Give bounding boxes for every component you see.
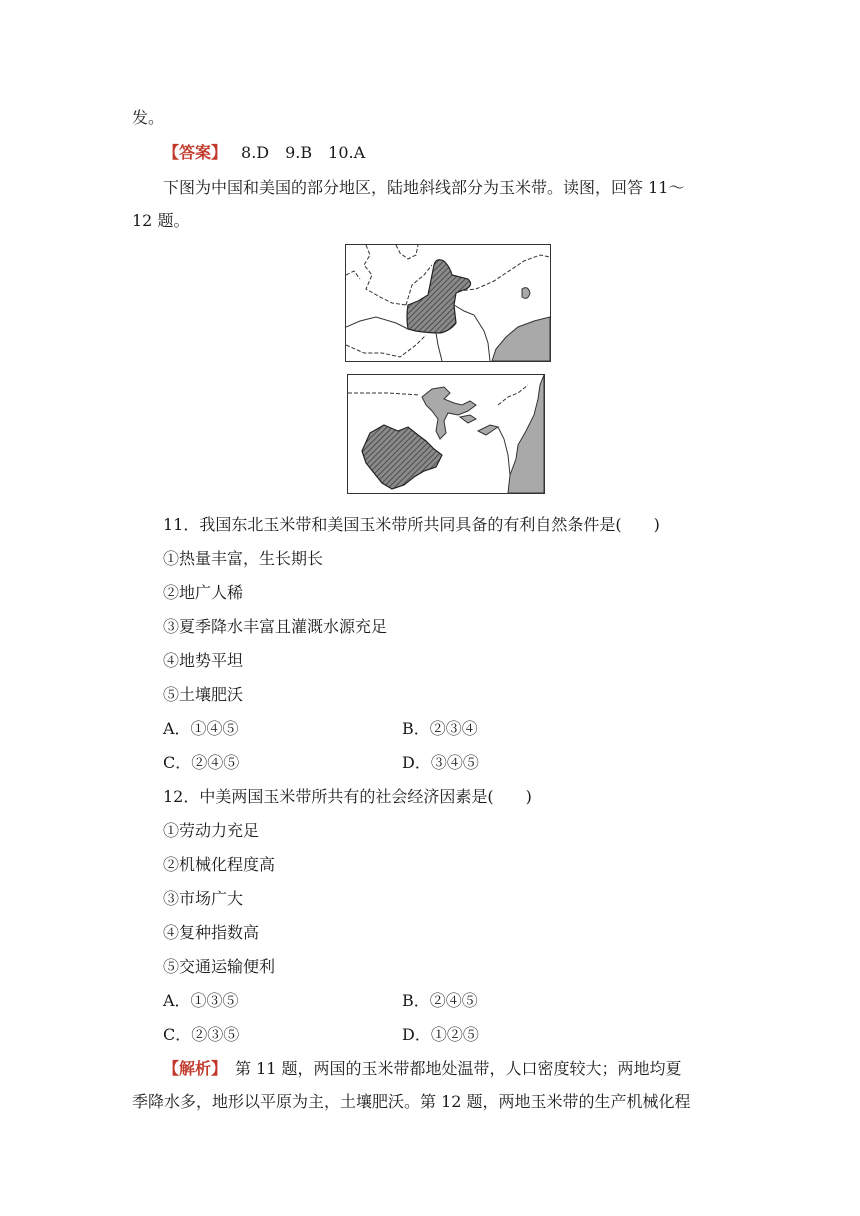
q11-option-a[interactable]: A．①④⑤ [163,719,239,738]
lake-shape [522,288,530,299]
sea-area [492,317,550,361]
great-lakes [422,387,476,439]
stem-line-1: 下图为中国和美国的部分地区，陆地斜线部分为玉米带。读图，回答 11～ [163,178,685,197]
q11-option-c[interactable]: C．②④⑤ [163,753,240,772]
stem-line-2: 12 题。 [132,211,190,230]
analysis-tag: 【解析】 [163,1059,220,1078]
q11-item-4: ④地势平坦 [163,651,244,670]
q11-option-b[interactable]: B．②③④ [402,719,478,738]
answer-text: 8.D 9.B 10.A [241,143,366,162]
china-map-svg [346,245,550,361]
q12-item-5: ⑤交通运输便利 [163,957,276,976]
answer-line [163,140,365,163]
corn-belt-china [407,260,471,333]
corn-belt-usa [362,425,442,489]
q12-option-b[interactable]: B．②④⑤ [402,991,478,1010]
q12-option-a[interactable]: A．①③⑤ [163,991,239,1010]
intro-tail: 发。 [132,108,165,127]
q11-question: 11．我国东北玉米带和美国玉米带所共同具备的有利自然条件是( ) [163,515,660,534]
q12-item-3: ③市场广大 [163,889,244,908]
q11-item-5: ⑤土壤肥沃 [163,685,244,704]
china-map [345,244,551,362]
q11-item-3: ③夏季降水丰富且灌溉水源充足 [163,617,388,636]
q12-option-c[interactable]: C．②③⑤ [163,1025,240,1044]
q12-question: 12．中美两国玉米带所共有的社会经济因素是( ) [163,787,532,806]
usa-map [347,374,545,494]
atlantic-sea [508,375,544,493]
q12-item-1: ①劳动力充足 [163,821,260,840]
analysis-line-1 [163,1056,682,1079]
analysis-text-1: 第 11 题，两国的玉米带都地处温带，人口密度较大；两地均夏 [219,1059,682,1078]
q11-item-1: ①热量丰富，生长期长 [163,549,324,568]
usa-map-svg [348,375,544,493]
answer-tag: 【答案】 [163,143,228,162]
q11-option-d[interactable]: D．③④⑤ [402,753,479,772]
q12-item-4: ④复种指数高 [163,923,260,942]
q12-item-2: ②机械化程度高 [163,855,276,874]
analysis-line-2: 季降水多，地形以平原为主，土壤肥沃。第 12 题，两地玉米带的生产机械化程 [132,1092,691,1111]
q12-option-d[interactable]: D．①②⑤ [402,1025,479,1044]
q11-item-2: ②地广人稀 [163,583,244,602]
